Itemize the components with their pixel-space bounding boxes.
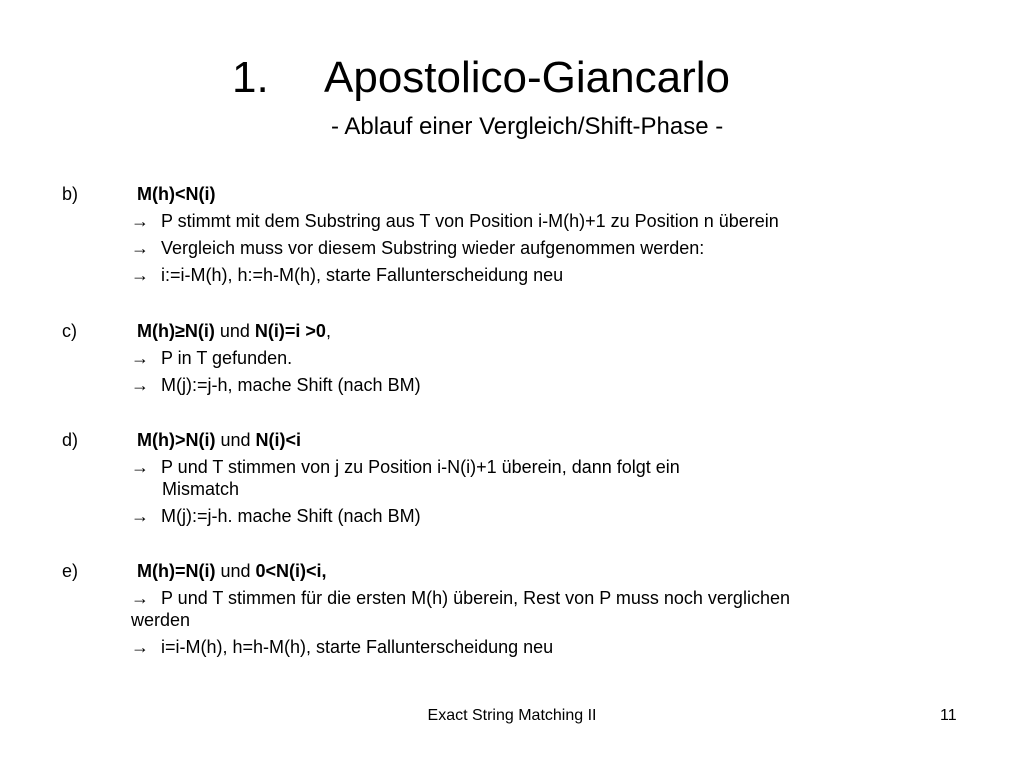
section-c-item-2: → M(j):=j-h, mache Shift (nach BM) bbox=[131, 375, 421, 395]
section-c-cond1: M(h)≥N(i) bbox=[137, 321, 215, 341]
arrow-right-icon: → bbox=[131, 348, 149, 368]
section-d-condition: M(h)>N(i) und N(i)<i bbox=[137, 430, 302, 450]
section-b-cond1: M(h)<N(i) bbox=[137, 184, 216, 204]
section-d-cond1: M(h)>N(i) bbox=[137, 430, 216, 450]
arrow-right-icon: → bbox=[131, 637, 149, 657]
page-subtitle: - Ablauf einer Vergleich/Shift-Phase - bbox=[331, 113, 724, 140]
section-d-item-1: → P und T stimmen von j zu Position i-N(i)+1 überein, dann folgt ein bbox=[131, 457, 680, 477]
arrow-right-icon: → bbox=[131, 588, 149, 608]
page-number: 11 bbox=[940, 707, 957, 724]
section-b-item-3: → i:=i-M(h), h:=h-M(h), starte Fallunterscheidung neu bbox=[131, 265, 564, 285]
section-c-condition: M(h)≥N(i) und N(i)=i >0, bbox=[137, 321, 331, 341]
section-b-item-1: → P stimmt mit dem Substring aus T von Position i-M(h)+1 zu Position n überein bbox=[131, 211, 779, 231]
section-d-cond2: N(i)<i bbox=[255, 430, 302, 450]
section-e-label: e) bbox=[62, 561, 79, 581]
section-d-item-2: → M(j):=j-h. mache Shift (nach BM) bbox=[131, 506, 421, 526]
arrow-right-icon: → bbox=[131, 506, 149, 526]
footer-title: Exact String Matching II bbox=[427, 707, 597, 724]
section-d-item-1-cont: Mismatch bbox=[162, 479, 240, 499]
section-b-label: b) bbox=[62, 184, 79, 204]
section-d-label: d) bbox=[62, 430, 79, 450]
arrow-right-icon: → bbox=[131, 457, 149, 477]
section-c-cond2: N(i)=i >0 bbox=[254, 321, 326, 341]
arrow-right-icon: → bbox=[131, 211, 149, 231]
page-title: Apostolico-Giancarlo bbox=[324, 53, 730, 102]
section-e-cond1: M(h)=N(i) bbox=[137, 561, 216, 581]
section-b-condition bbox=[137, 183, 215, 205]
arrow-right-icon: → bbox=[131, 265, 149, 285]
section-e-condition: M(h)=N(i) und 0<N(i)<i, bbox=[137, 561, 327, 581]
section-e-item-1-cont: werden bbox=[131, 610, 191, 630]
section-b-item-2: → Vergleich muss vor diesem Substring wieder aufgenommen werden: bbox=[131, 238, 705, 258]
section-e-cond2: 0<N(i)<i, bbox=[255, 561, 327, 581]
title-number: 1. bbox=[232, 53, 269, 102]
section-e-item-1: → P und T stimmen für die ersten M(h) überein, Rest von P muss noch verglichen bbox=[131, 588, 790, 608]
arrow-right-icon: → bbox=[131, 375, 149, 395]
section-c-label: c) bbox=[62, 321, 77, 341]
section-e-item-2: → i=i-M(h), h=h-M(h), starte Fallunterscheidung neu bbox=[131, 637, 554, 657]
section-c-item-1: → P in T gefunden. bbox=[131, 348, 293, 368]
arrow-right-icon: → bbox=[131, 238, 149, 258]
